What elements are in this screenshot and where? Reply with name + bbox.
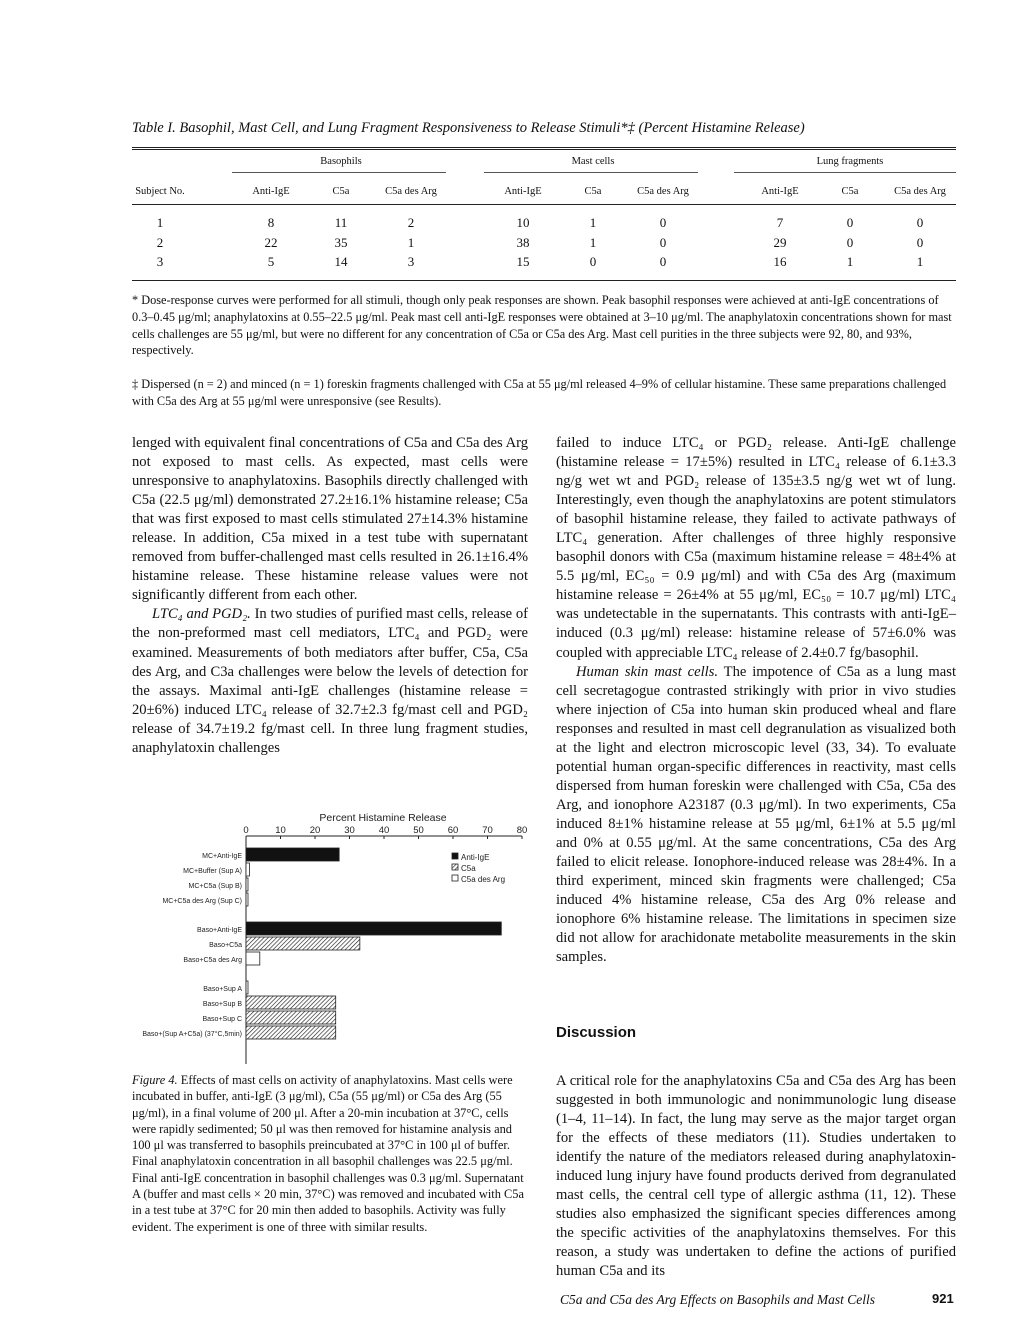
- table-cell: 0: [916, 215, 924, 230]
- group-rule-basophils: [232, 172, 446, 173]
- chart-x-tick-label: 20: [309, 825, 321, 836]
- chart-bar-label: Baso+Sup B: [202, 1001, 242, 1008]
- discussion-heading: Discussion: [556, 1024, 637, 1041]
- chart-legend-label: C5a: [461, 864, 476, 873]
- right-paragraph-1: failed to induce LTC₄ or PGD₂ release. Anti-IgE challenge (histamine release = 17±5%) resulted in LTC₄ release of 6.1±3.3 ng/g wet wt and PGD₂ release of 135±3.5 ng/g wet wt of lung. Interestingly, even though the anaphylatoxins are potent stimulators of basophil histamine release, they failed to activate pathways of LTC₄ generation. After challenges of three highly responsive basophil donors with C5a (maximum histamine release = 48±4% at 5.5 μg/ml, EC₅₀ = 0.9 μg/ml) and with C5a des Arg (maximum histamine release = 26±4% at 55 μg/ml, EC₅₀ = 10.7 μg/ml) LTC₄ was undetectable in the supernatants. This contrasts with anti-IgE–induced (0.3 μg/ml) release: histamine release of 57±6.0% was coupled with appreciable LTC₄ release of 2.4±0.7 fg/basophil.: [556, 435, 956, 661]
- chart-bar-label: MC+C5a des Arg (Sup C): [162, 898, 242, 905]
- table-top-rule-2: [132, 149, 956, 150]
- left-paragraph-2-text: In two studies of purified mast cells, release of the non-preformed mast cell mediators, LTC₄ and PGD₂ were examined. Measurements of both mediators after buffer, C5a, C5a des Arg, and C3a challenges were below the levels of detection for the assays. Maximal anti-IgE challenges (histamine release = 20±6%) induced LTC₄ release of 32.7±2.3 fg/mast cell and PGD₂ release of 34.7±19.2 fg/mast cell. In three lung fragment studies, anaphylatoxin challenges: [132, 606, 528, 756]
- table-cell: 0: [846, 215, 854, 230]
- chart-bar-label: Baso+Anti-IgE: [197, 927, 242, 934]
- chart-bar: [246, 1011, 336, 1024]
- table-cell: 11: [334, 215, 348, 230]
- chart-bar: [246, 922, 501, 935]
- table-cell: 0: [659, 215, 667, 230]
- table-cell: 29: [773, 235, 787, 250]
- table-subject-cell: 1: [156, 215, 164, 230]
- table-bottom-rule: [132, 280, 956, 281]
- table-cell: 35: [334, 235, 348, 250]
- chart-bar: [246, 937, 360, 950]
- chart-bar-label: Baso+Sup A: [203, 986, 242, 993]
- figure-caption-text: Effects of mast cells on activity of anaphylatoxins. Mast cells were incubated in buffer, anti-IgE (3 μg/ml), C5a (55 μg/ml) or C5a des Arg (55 μg/ml), in a final volume of 200 μl. After a 20-min incubation at 37°C, cells were rapidly sedimented; 50 μl was then removed for histamine analysis and 100 μl was transferred to basophils preincubated at 37°C in 100 μl of buffer. Final anaphylatoxin concentration in all basophil challenges was 22.5 μg/ml. Final anti-IgE concentration in basophil challenges was 0.3 μg/ml. Supernatant A (buffer and mast cells × 20 min, 37°C) was removed and incubated with C5a in a test tube at 37°C for 20 min then added to basophils. Activity was fully evident. The experiment is one of three with similar results.: [132, 1073, 524, 1234]
- table-caption: Table I. Basophil, Mast Cell, and Lung Fragment Responsiveness to Release Stimuli*‡ (Percent Histamine Release): [132, 120, 805, 136]
- chart-bar: [246, 952, 260, 965]
- table-cell: 1: [916, 254, 924, 269]
- right-paragraph-2: [556, 663, 956, 968]
- figure-caption-label: Figure 4.: [132, 1073, 178, 1087]
- column-header: Anti-IgE: [252, 186, 290, 197]
- table-subject-cell: 2: [156, 235, 164, 250]
- column-header: C5a des Arg: [637, 186, 689, 197]
- table-cell: 1: [407, 235, 415, 250]
- chart-x-tick-label: 60: [447, 825, 459, 836]
- chart-bar-label: Baso+Sup C: [202, 1016, 242, 1023]
- column-header: C5a: [332, 186, 350, 197]
- chart-bar-label: Baso+C5a: [209, 942, 242, 949]
- chart-bar: [246, 878, 248, 891]
- table-cell: 5: [267, 254, 275, 269]
- chart-legend-label: C5a des Arg: [461, 875, 506, 884]
- column-header: C5a des Arg: [894, 186, 946, 197]
- figure-caption: [132, 1072, 528, 1235]
- chart-x-tick-label: 40: [378, 825, 390, 836]
- group-header-basophils: Basophils: [320, 156, 362, 167]
- page-number: 921: [932, 1291, 954, 1306]
- running-title: C5a and C5a des Arg Effects on Basophils and Mast Cells: [560, 1292, 876, 1307]
- chart-bar-label: MC+C5a (Sup B): [188, 883, 242, 890]
- chart-x-tick-label: 50: [413, 825, 424, 836]
- chart-bar-label: MC+Anti-IgE: [202, 853, 242, 860]
- table-cell: 0: [846, 235, 854, 250]
- chart-bar: [246, 863, 249, 876]
- table-cell: 14: [334, 254, 348, 269]
- chart-bar: [246, 893, 248, 906]
- table-cell: 22: [264, 235, 278, 250]
- column-header: C5a: [841, 186, 859, 197]
- table-cell: 38: [516, 235, 530, 250]
- table-cell: 15: [516, 254, 530, 269]
- chart-legend-label: Anti-IgE: [461, 853, 490, 862]
- table-footnote-1: * Dose-response curves were performed for all stimuli, though only peak responses are shown. Peak basophil responses were achieved at anti-IgE concentrations of 0.3–0.45 μg/ml; anaphylatoxins at 0.55–22.5 μg/ml. Peak mast cell anti-IgE responses were obtained at 3–10 μg/ml. The anaphylatoxin concentrations shown for mast cells challenges are 55 μg/ml, but were no different for any concentration of C5a or C5a des Arg. Mast cell purities in the three subjects were 92, 80, and 93%, respectively.: [132, 293, 952, 358]
- table-cell: 8: [267, 215, 275, 230]
- chart-x-tick-label: 0: [243, 825, 249, 836]
- chart-bar-label: MC+Buffer (Sup A): [183, 868, 242, 875]
- table-cell: 3: [407, 254, 415, 269]
- chart-x-tick-label: 80: [516, 825, 528, 836]
- table-subject-cell: 3: [156, 254, 164, 269]
- group-header-mast-cells: Mast cells: [571, 156, 615, 167]
- discussion-paragraph: A critical role for the anaphylatoxins C5a and C5a des Arg has been suggested in both immunologic and nonimmunologic lung disease (1–4, 11–14). In fact, the lung may serve as the major target organ for the effects of these mediators (11). Studies undertaken to identify the nature of the mediators released during anaphylatoxin-induced lung injury have found products derived from degranulated mast cells, the central cell type of allergic asthma (11, 12). These studies also emphasized the significant species differences among the specific activities of the anaphylatoxins themselves. For this reason, a study was undertaken to define the actions of purified human C5a and its: [556, 1073, 956, 1280]
- column-header: C5a des Arg: [385, 186, 437, 197]
- left-column: [132, 434, 528, 758]
- chart-bar: [246, 848, 339, 861]
- left-paragraph-2: [132, 605, 528, 757]
- table-cell: 16: [773, 254, 787, 269]
- column-header: Anti-IgE: [761, 186, 799, 197]
- table-cell: 1: [589, 235, 597, 250]
- table-footnote-2: ‡ Dispersed (n = 2) and minced (n = 1) foreskin fragments challenged with C5a at 55 μg/ml released 4–9% of cellular histamine. These same preparations challenged with C5a des Arg at 55 μg/ml were unresponsive (see Results).: [132, 377, 947, 408]
- column-header: C5a: [584, 186, 602, 197]
- column-header: Anti-IgE: [504, 186, 542, 197]
- chart-x-tick-label: 10: [275, 825, 286, 836]
- table-cell: 1: [846, 254, 854, 269]
- skin-mast-cells-heading: Human skin mast cells.: [576, 663, 719, 680]
- table-cell: 0: [916, 235, 924, 250]
- chart-legend-swatch: [452, 864, 458, 870]
- right-paragraph-2-text: The impotence of C5a as a lung mast cell secretagogue contrasted strikingly with prior in vivo studies where injection of C5a into human skin produced wheal and flare responses and resulted in mast cell degranulation as visualized both at the light and electron microscopic level (33, 34). To evaluate potential human organ-specific differences in reactivity, mast cells dispersed from human foreskin were challenged with C5a, C5a des Arg, and ionophore A23187 (0.3 μg/ml). In two experiments, C5a induced 8±1% histamine release at 55 μg/ml, 6±1% at 5.5 μg/ml and 0% at 0.55 μg/ml. At the same concentrations, C5a des Arg failed to elicit release. Ionophore-induced release was 28±4%. In a third experiment, minced skin fragments were challenged; C5a induced 4% histamine release, C5a des Arg 0% release and ionophore 6% histamine release. The limitations in specimen size did not allow for arachidonate metabolite measurements in the skin samples.: [556, 663, 956, 966]
- chart-x-tick-label: 70: [482, 825, 493, 836]
- table-cell: 0: [589, 254, 597, 269]
- table-cell: 10: [516, 215, 530, 230]
- table-cell: 0: [659, 254, 667, 269]
- table-cell: 1: [589, 215, 597, 230]
- table-top-rule: [132, 147, 956, 148]
- group-rule-lung: [734, 172, 956, 173]
- figure-4-chart: [130, 808, 530, 1066]
- table-cell: 7: [776, 215, 784, 230]
- chart-bar: [246, 981, 248, 994]
- ltc4-pgd2-heading: LTC₄ and PGD₂.: [152, 606, 251, 623]
- header-rule: [132, 204, 956, 205]
- chart-title: Percent Histamine Release: [319, 812, 447, 824]
- subject-header: Subject No.: [135, 186, 185, 197]
- chart-bar-label: Baso+C5a des Arg: [183, 957, 242, 964]
- table-cell: 2: [407, 215, 415, 230]
- chart-legend-swatch: [452, 875, 458, 881]
- group-header-lung-fragments: Lung fragments: [816, 156, 884, 167]
- chart-bar: [246, 996, 336, 1009]
- chart-x-tick-label: 30: [344, 825, 355, 836]
- group-rule-mast-cells: [484, 172, 698, 173]
- chart-legend-swatch: [452, 853, 458, 859]
- chart-bar-label: Baso+(Sup A+C5a) (37°C,5min): [142, 1031, 242, 1038]
- right-column: [556, 434, 956, 967]
- table-cell: 0: [659, 235, 667, 250]
- chart-bar: [246, 1026, 336, 1039]
- left-paragraph-1: lenged with equivalent final concentrations of C5a and C5a des Arg not exposed to mast cells. As expected, mast cells were unresponsive to anaphylatoxins. Basophils directly challenged with C5a (22.5 μg/ml) demonstrated 27.2±16.1% histamine release; C5a that was first exposed to mast cells stimulated 27±14.3% histamine release. In addition, C5a mixed in a test tube with supernatant removed from buffer-challenged mast cells resulted in 26.1±16.4% histamine release. These histamine release values were not significantly different from each other.: [132, 435, 528, 604]
